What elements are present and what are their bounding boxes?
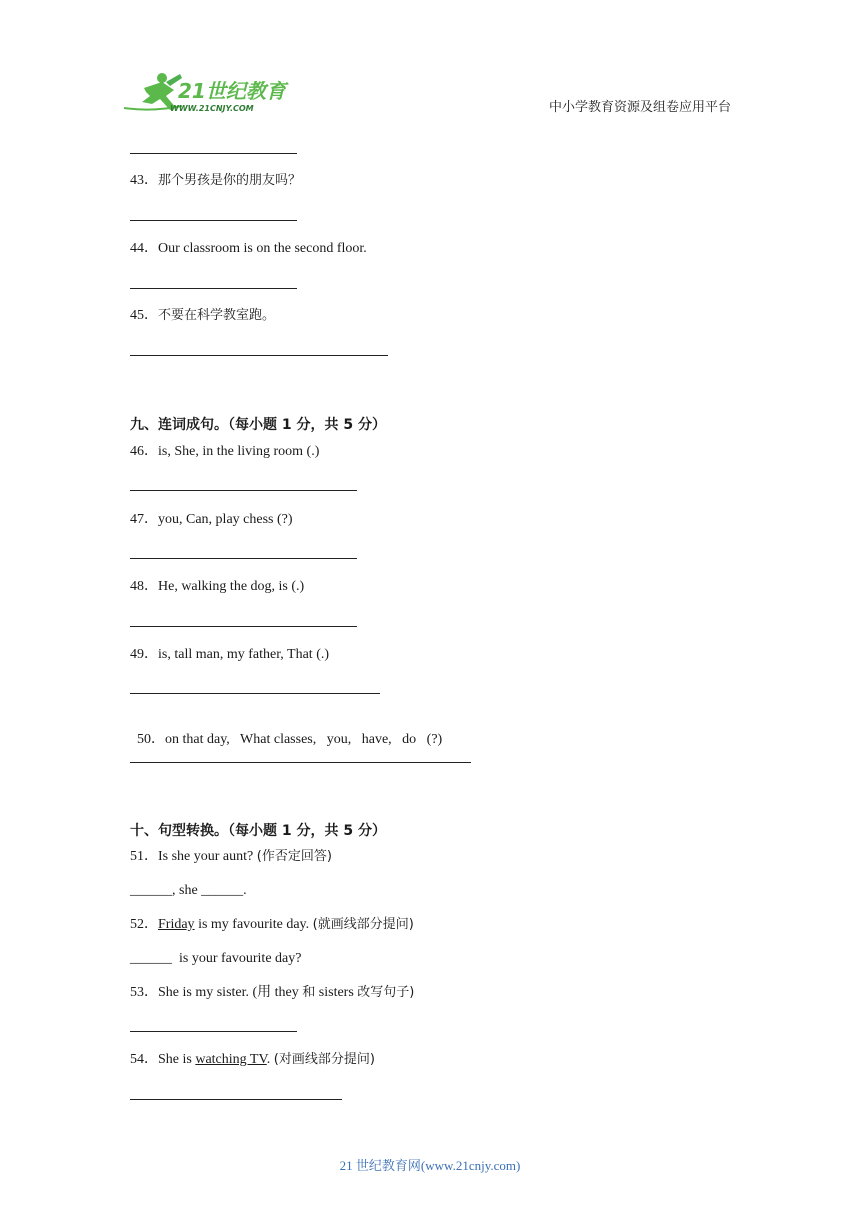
question-text: Is she your aunt?	[158, 849, 257, 864]
answer-line-48[interactable]	[130, 626, 357, 627]
question-number: 47．	[130, 512, 158, 527]
question-text: 那个男孩是你的朋友吗？	[158, 173, 302, 188]
question-number: 46．	[130, 444, 158, 459]
answer-line-47[interactable]	[130, 558, 357, 559]
question-hint: 改写句子)	[357, 985, 415, 1000]
answer-line-53[interactable]	[130, 1031, 297, 1032]
answer-line-43[interactable]	[130, 220, 297, 221]
question-hint: (作否定回答)	[256, 849, 332, 864]
question-43	[130, 172, 301, 190]
question-number: 50．	[137, 732, 165, 747]
question-46	[130, 443, 319, 461]
answer-line-46[interactable]	[130, 490, 357, 491]
question-text: She is	[158, 1052, 196, 1067]
question-text-zh: 和	[302, 985, 316, 1000]
question-number: 44．	[130, 241, 158, 256]
footer-link[interactable]: 21 世纪教育网(www.21cnjy.com)	[339, 1158, 521, 1173]
question-text-2: sisters	[315, 985, 358, 1000]
answer-line-44[interactable]	[130, 288, 297, 289]
answer-52[interactable]: ______ is your favourite day?	[130, 951, 302, 966]
question-number: 43．	[130, 173, 158, 188]
question-54	[130, 1051, 375, 1069]
question-number: 52．	[130, 917, 158, 932]
question-49	[130, 646, 329, 664]
question-text: on that day, What classes, you, have, do (?)	[165, 732, 443, 747]
answer-line-49[interactable]	[130, 693, 380, 694]
question-number: 49．	[130, 647, 158, 662]
question-number: 48．	[130, 579, 158, 594]
question-51	[130, 848, 332, 866]
platform-label: 中小学教育资源及组卷应用平台	[549, 100, 732, 115]
answer-line-45[interactable]	[130, 355, 388, 356]
question-50	[130, 713, 442, 749]
question-text: He, walking the dog, is (.)	[158, 579, 305, 594]
question-text: She is my sister. (用 they	[158, 985, 303, 1000]
question-48	[130, 578, 304, 596]
question-hint: (就画线部分提问)	[312, 917, 414, 932]
question-text: Our classroom is on the second floor.	[158, 241, 367, 256]
question-text: is, tall man, my father, That (.)	[158, 647, 330, 662]
question-text: 不要在科学教室跑。	[158, 308, 276, 323]
answer-line-42[interactable]	[130, 153, 297, 154]
question-47	[130, 511, 293, 529]
underlined-word: Friday	[158, 917, 195, 932]
question-44	[130, 240, 367, 258]
question-52	[130, 916, 414, 934]
logo-sub-text: WWW.21CNJY.COM	[170, 104, 254, 113]
underlined-phrase: watching TV	[195, 1052, 267, 1067]
question-text-2: .	[266, 1052, 274, 1067]
question-number: 51．	[130, 849, 158, 864]
answer-line-50[interactable]	[130, 762, 471, 763]
question-53	[130, 984, 414, 1002]
question-text: is, She, in the living room (.)	[158, 444, 320, 459]
answer-51[interactable]: ______, she ______.	[130, 883, 247, 898]
question-number: 54．	[130, 1052, 158, 1067]
question-hint: (对画线部分提问)	[273, 1052, 375, 1067]
section-9-title: 九、连词成句。（每小题 1 分，共 5 分）	[130, 417, 386, 433]
question-45	[130, 307, 275, 325]
question-number: 45．	[130, 308, 158, 323]
answer-line-54[interactable]	[130, 1099, 342, 1100]
logo-main-text: 21世纪教育	[178, 79, 286, 103]
section-10-title: 十、句型转换。（每小题 1 分，共 5 分）	[130, 823, 386, 839]
question-text: is my favourite day.	[194, 917, 313, 932]
site-logo	[122, 68, 292, 118]
question-text: you, Can, play chess (?)	[158, 512, 293, 527]
question-number: 53．	[130, 985, 158, 1000]
